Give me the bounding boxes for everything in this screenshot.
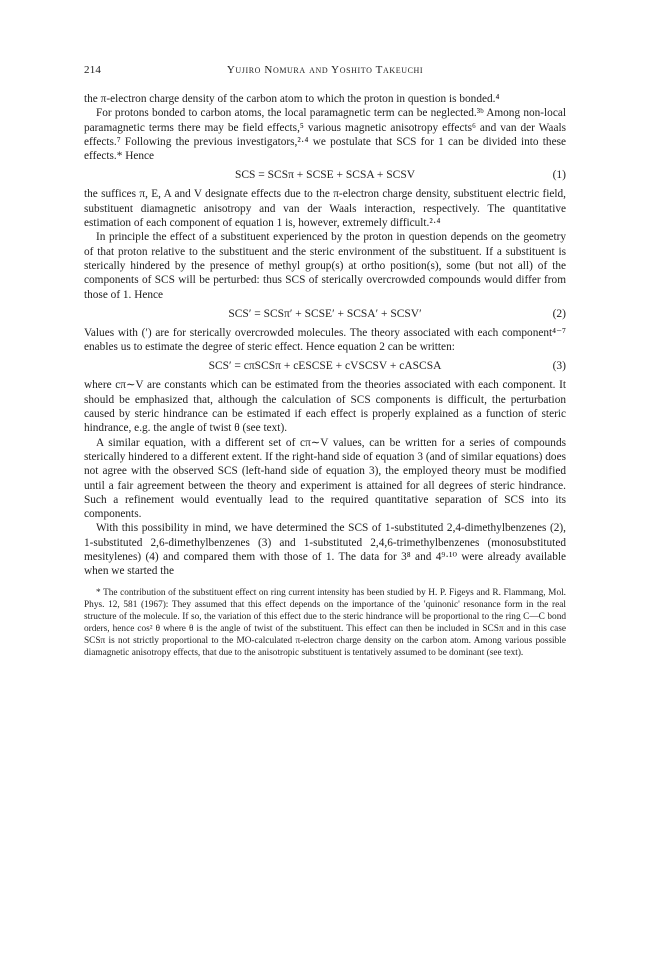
page-number: 214 [84,64,102,76]
footnote: * The contribution of the substituent effect on ring current intensity has been studied by H. P. Figeys and R. Flammang, Mol. Phys. 12, 581 (1967): They assumed that this effect depends on the importance of the 'quinonic' resonance form in the real structure of the molecule. If so, the variation of this effect due to the steric hindrance will be proportional to the ring C—C bond orders, hence cos² θ where θ is the angle of twist of the substituent. This effect can then be included in SCSπ and in this case SCSπ is not strictly proportional to the MO-calculated π-electron charge density on the carbon atom. Among various possible diamagnetic anisotropy effects, that due to the anisotropic substituent is tentatively assumed to be dominant (see text). [84,587,566,659]
paragraph: Values with (′) are for sterically overcrowded molecules. The theory associated with each component⁴⁻⁷ enables us to estimate the degree of steric effect. Hence equation 2 can be written: [84,326,566,354]
running-title: Yujiro Nomura and Yoshito Takeuchi [226,64,424,76]
paragraph: In principle the effect of a substituent experienced by the proton in question depends on the geometry of that proton relative to the substituent and the steric environment of the substituent. If a substituent is sterically hindered by the presence of methyl group(s) at ortho position(s), some (but not all) of the components of SCS will be perturbed: thus SCS of sterically overcrowded compounds would differ from those of 1. Hence [84,231,566,301]
paragraph: the π-electron charge density of the carbon atom to which the proton in question is bonded.⁴ [84,93,500,105]
equation-text: SCS′ = SCSπ′ + SCSE′ + SCSA′ + SCSV′ [228,307,422,320]
equation-number: (3) [552,360,566,373]
paragraph: With this possibility in mind, we have determined the SCS of 1-substituted 2,4-dimethylbenzenes (2), 1-substituted 2,6-dimethylbenzenes (3) and 1-substituted 2,4,6-trimethylbenzenes (monosubstituted mesitylenes) (4) and compared them with those of 1. The data for 3⁸ and 4⁹·¹⁰ were already available when we started the [84,522,566,578]
running-head [84,64,566,82]
paragraph: A similar equation, with a different set of cπ∼V values, can be written for a series of compounds sterically hindered to a different extent. If the right-hand side of equation 3 (and of similar equations) does not agree with the observed SCS (left-hand side of equation 3), the employed theory must be modified until a fair agreement between the theory and experiment is attained for all degrees of steric hindrance. Such a refinement would eventually lead to the required quantitative separation of SCS into its components. [84,436,566,521]
paragraph: For protons bonded to carbon atoms, the local paramagnetic term can be neglected.³ᵇ Among non-local paramagnetic terms there may be field effects,⁵ various magnetic anisotropy effects⁶ and van der Waals effects.⁷ Following the previous investigators,²·⁴ we postulate that SCS for 1 can be divided into these effects.* Hence [84,107,566,163]
equation-text: SCS = SCSπ + SCSE + SCSA + SCSV [234,169,416,182]
equation-3 [84,357,566,375]
equation-text: SCS′ = cπSCSπ + cESCSE + cVSCSV + cASCSA [208,360,442,373]
journal-page [84,64,566,668]
equation-number: (1) [552,169,566,182]
equation-1 [84,166,566,184]
equation-2 [84,305,566,323]
paragraph: the suffices π, E, A and V designate effects due to the π-electron charge density, substituent electric field, substituent diamagnetic anisotropy and van der Waals interaction, respectively. The quantitative estimation of each component of equation 1 is, however, extremely difficult.²·⁴ [84,188,566,230]
article-body [84,92,566,579]
equation-number: (2) [552,307,566,320]
paragraph: where cπ∼V are constants which can be estimated from the theories associated with each component. It should be emphasized that, although the calculation of SCS components is difficult, the perturbation caused by steric hindrance can be estimated if each effect is properly explained as a function of steric hindrance, e.g. the angle of twist θ (see text). [84,379,566,435]
